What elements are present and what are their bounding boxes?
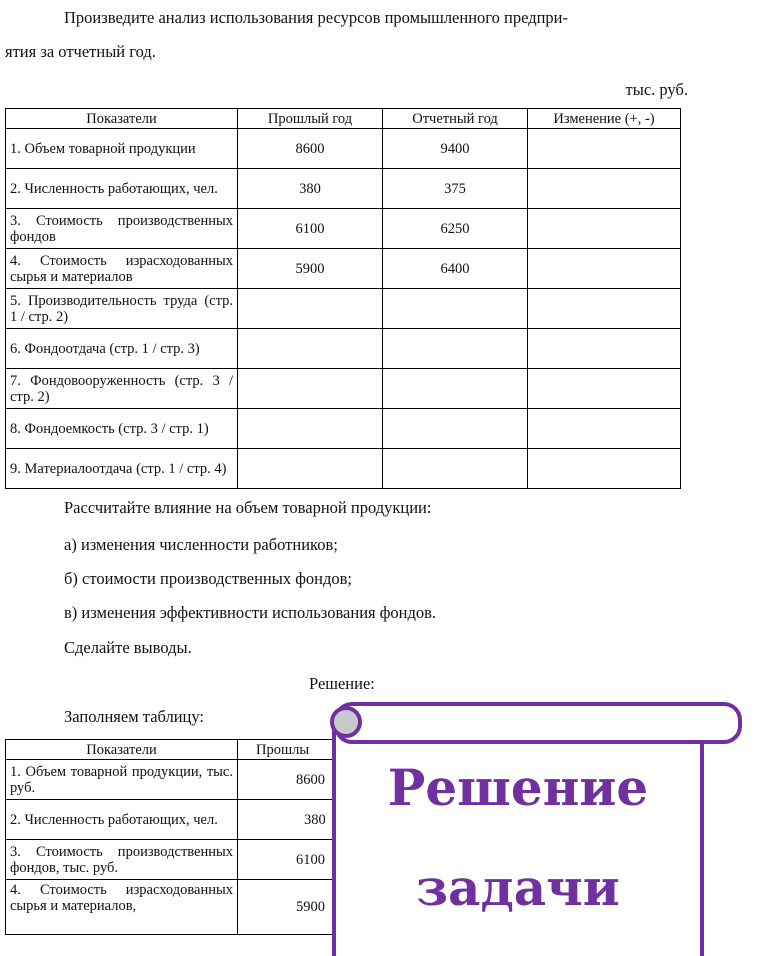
row-label: 2. Численность работающих, чел. (6, 800, 238, 840)
task-intro: Рассчитайте влияние на объем товарной продукции: (64, 498, 432, 517)
table-row (6, 409, 681, 449)
row-change (528, 249, 681, 289)
intro-line-2: ятия за отчетный год. (5, 42, 156, 61)
task-item-a: а) изменения численности работников; (64, 535, 338, 554)
header-indicators: Показатели (6, 109, 238, 129)
row-curr (383, 289, 528, 329)
table-row (6, 329, 681, 369)
row-label: 2. Численность работающих, чел. (6, 169, 238, 209)
row-label: 8. Фондоемкость (стр. 3 / стр. 1) (6, 409, 238, 449)
row-prev: 380 (238, 169, 383, 209)
row-prev: 5900 (238, 249, 383, 289)
header-curr-year: Отчетный год (383, 109, 528, 129)
row-label: 4. Стоимость израсходованных сырья и материалов, (6, 880, 238, 935)
table-row (6, 449, 681, 489)
row-label: 3. Стоимость производственных фондов, тыс. руб. (6, 840, 238, 880)
row-change (528, 329, 681, 369)
row-label: 7. Фондовооруженность (стр. 3 / стр. 2) (6, 369, 238, 409)
header-indicators: Показатели (6, 740, 238, 760)
row-change (528, 409, 681, 449)
row-prev: 380 (238, 800, 383, 840)
row-label: 3. Стоимость производственных фондов (6, 209, 238, 249)
banner-title-line-1: Решение (387, 758, 649, 817)
row-prev (238, 369, 383, 409)
table-row (6, 169, 681, 209)
row-prev (238, 289, 383, 329)
scroll-roll (334, 702, 742, 744)
row-label: 9. Материалоотдача (стр. 1 / стр. 4) (6, 449, 238, 489)
table-header-row (6, 109, 681, 129)
row-curr (383, 409, 528, 449)
header-change: Изменение (+, -) (528, 109, 681, 129)
row-prev: 8600 (238, 129, 383, 169)
task-item-c: в) изменения эффективности использования фондов. (64, 603, 437, 622)
solution-fill-text: Заполняем таблицу: (64, 707, 205, 726)
row-change (528, 289, 681, 329)
row-change (528, 209, 681, 249)
header-prev-year: Прошлый год (238, 109, 383, 129)
table-row (6, 129, 681, 169)
row-curr: 6400 (383, 249, 528, 289)
row-prev (238, 409, 383, 449)
row-prev: 5900 (238, 880, 383, 935)
table-row (6, 249, 681, 289)
row-label: 4. Стоимость израсходованных сырья и материалов (6, 249, 238, 289)
row-change (528, 449, 681, 489)
row-curr: 6250 (383, 209, 528, 249)
solution-heading: Решение: (309, 674, 375, 693)
task-item-b: б) стоимости производственных фондов; (64, 569, 352, 588)
table-row (6, 369, 681, 409)
row-curr (383, 369, 528, 409)
header-prev-year: Прошлы (238, 740, 383, 760)
scroll-curl-icon (330, 706, 362, 738)
row-prev: 8600 (238, 760, 383, 800)
row-label: 6. Фондоотдача (стр. 1 / стр. 3) (6, 329, 238, 369)
solution-scroll-banner[interactable] (326, 698, 746, 938)
row-prev: 6100 (238, 209, 383, 249)
row-change (528, 169, 681, 209)
row-prev: 6100 (238, 840, 383, 880)
row-label: 5. Производительность труда (стр. 1 / стр. 2) (6, 289, 238, 329)
table-row (6, 209, 681, 249)
row-curr: 9400 (383, 129, 528, 169)
row-curr: 375 (383, 169, 528, 209)
table-row (6, 289, 681, 329)
row-prev (238, 329, 383, 369)
row-change (528, 129, 681, 169)
row-label: 1. Объем товарной продукции (6, 129, 238, 169)
resources-table (5, 108, 681, 489)
row-label: 1. Объем товарной продукции, тыс. руб. (6, 760, 238, 800)
row-prev (238, 449, 383, 489)
intro-line-1: Произведите анализ использования ресурсов промышленного предпри- (64, 8, 569, 27)
row-change (528, 369, 681, 409)
row-curr (383, 329, 528, 369)
task-conclusion: Сделайте выводы. (64, 638, 192, 657)
unit-label: тыс. руб. (625, 80, 688, 99)
row-curr (383, 449, 528, 489)
banner-title-line-2: задачи (416, 858, 620, 917)
